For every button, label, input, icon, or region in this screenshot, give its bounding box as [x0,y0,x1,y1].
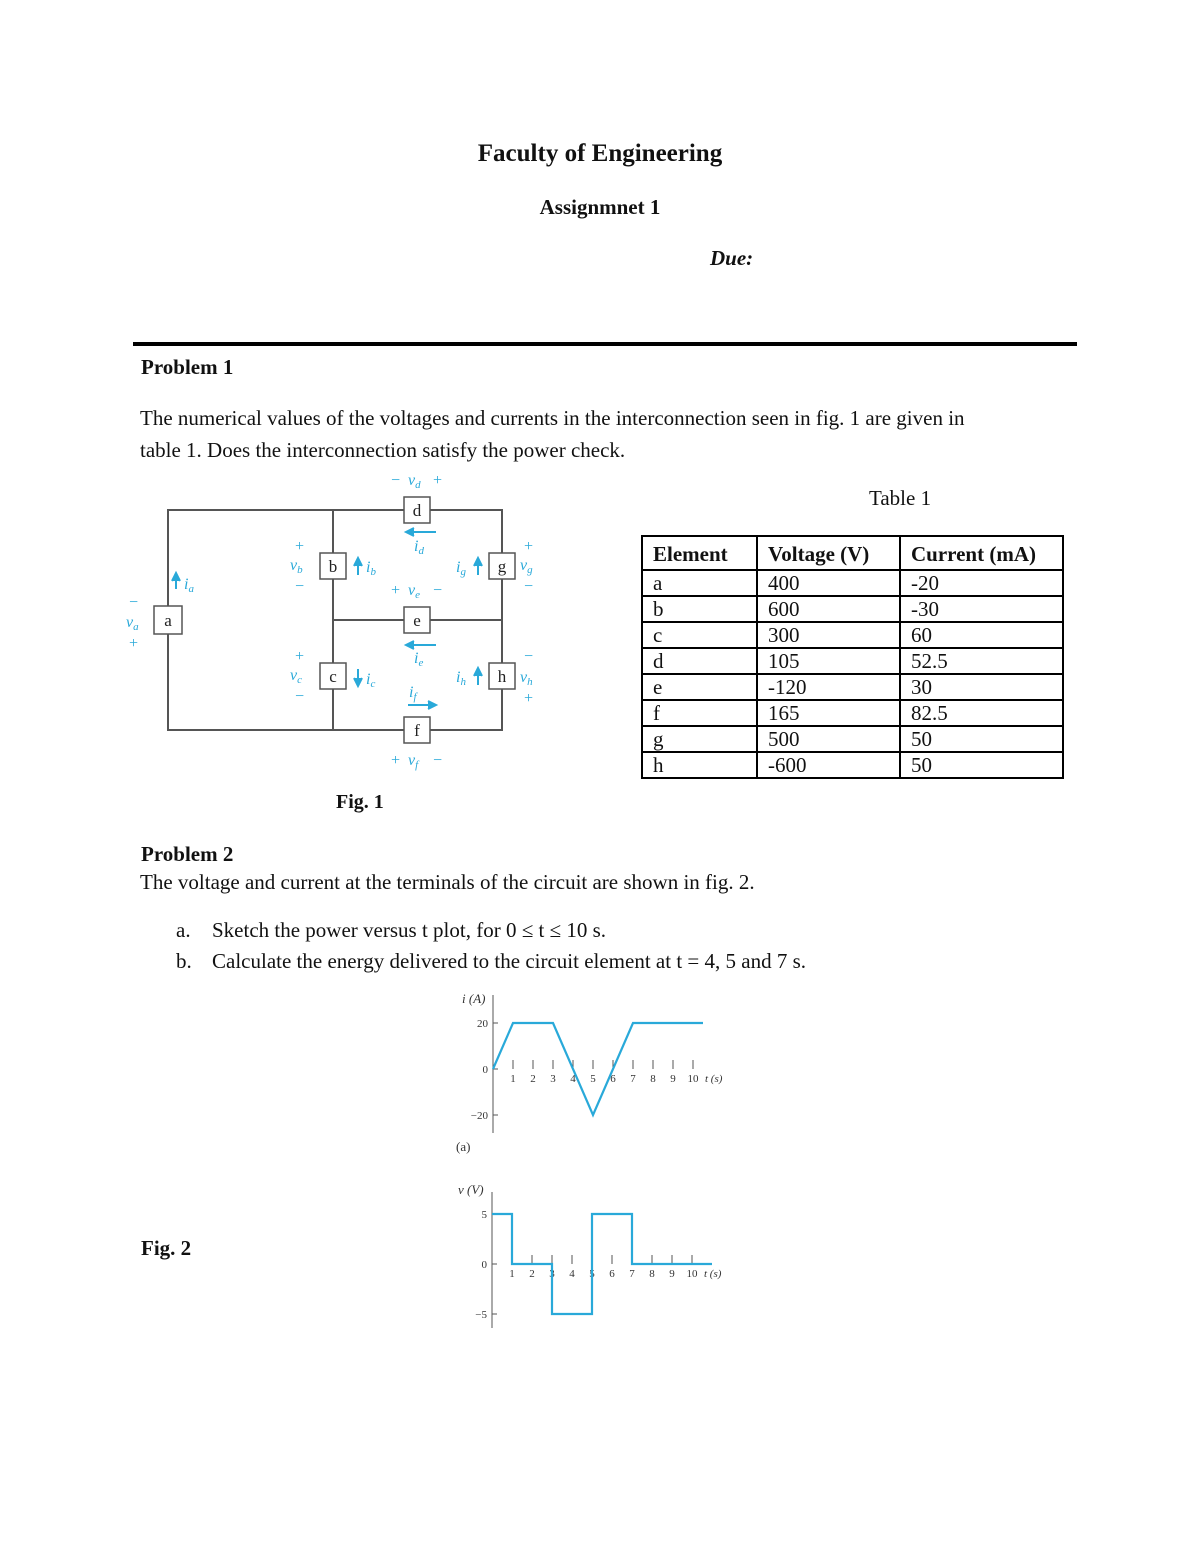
if-label: if [409,684,417,703]
table-cell: 30 [900,674,1063,700]
ih-label: ih [456,669,466,688]
current-chart-x-axis-label: t (s) [705,1073,723,1085]
element-e-label: e [413,611,421,630]
problem2-item-b [176,949,976,977]
va-plus: + [128,635,139,652]
voltage-chart-x-tick-label: 2 [529,1268,535,1280]
vf-label: vf [408,752,419,771]
table-cell: d [642,648,757,674]
values-table [641,535,1064,779]
table-cell: -120 [757,674,900,700]
current-chart-ylabel: i (A) [462,991,486,1006]
vd-plus: + [432,472,443,489]
table-row [642,648,1063,674]
problem1-text-line2: table 1. Does the interconnection satisfy the power check. [140,438,626,462]
table-cell: 300 [757,622,900,648]
voltage-series-line [492,1214,712,1314]
voltage-chart-y-tick-label: −5 [475,1309,487,1321]
table-row [642,700,1063,726]
voltage-chart-y-tick-label: 0 [481,1259,487,1271]
element-b-label: b [328,557,338,576]
table-row [642,596,1063,622]
ih-arrow [474,668,482,685]
table-cell: 50 [900,752,1063,778]
problem1-heading: Problem 1 [141,355,234,379]
voltage-chart-x-tick-label: 1 [509,1268,515,1280]
vb-plus: + [294,538,305,555]
table-cell: 82.5 [900,700,1063,726]
vd-minus: − [390,472,401,489]
current-chart-x-tick-label: 5 [590,1073,596,1085]
voltage-chart-x-tick-label: 7 [629,1268,635,1280]
voltage-chart-y-tick-label: 5 [481,1209,487,1221]
item-b-text: Calculate the energy delivered to the circuit element at t = 4, 5 and 7 s. [212,949,806,973]
table-cell: e [642,674,757,700]
element-g-label: g [497,557,507,576]
table-cell: 60 [900,622,1063,648]
element-f-label: f [414,721,420,740]
problem2-text: The voltage and current at the terminals of the circuit are shown in fig. 2. [140,870,755,894]
table-row [642,752,1063,778]
table-cell: 400 [757,570,900,596]
table-cell: -30 [900,596,1063,622]
vb-label: vb [290,557,303,576]
voltage-chart-x-tick-label: 3 [549,1268,555,1280]
ig-label: ig [456,559,466,578]
circuit-figure [118,465,558,775]
voltage-chart-x-tick-label: 4 [569,1268,575,1280]
table-header-element: Element [642,536,757,570]
problem1-text-line1: The numerical values of the voltages and currents in the interconnection seen in fig. 1 are given in [140,406,965,430]
current-chart-axes [471,995,723,1133]
ig-arrow [474,558,482,575]
vc-plus: + [294,648,305,665]
due-label: Due: [710,246,754,270]
ic-label: ic [366,671,376,690]
voltage-chart-x-tick-label: 10 [686,1268,698,1280]
item-b-label: b. [176,949,192,973]
table-cell: 165 [757,700,900,726]
current-series-line [493,1023,703,1115]
element-a-label: a [164,611,172,630]
fig1-caption: Fig. 1 [336,791,384,813]
ia-arrow [172,573,180,589]
vh-plus: + [523,690,534,707]
current-chart-x-tick-label: 4 [570,1073,576,1085]
current-chart-x-tick-label: 1 [510,1073,516,1085]
vg-minus: − [523,578,534,595]
voltage-chart-x-tick-label: 9 [669,1268,675,1280]
table-cell: 500 [757,726,900,752]
current-chart-x-tick-label: 8 [650,1073,656,1085]
table-cell: g [642,726,757,752]
current-chart-y-tick-label: −20 [470,1110,488,1122]
current-chart-panel-label: (a) [456,1139,471,1154]
voltage-chart-x-axis-label: t (s) [704,1268,722,1280]
problem2-heading: Problem 2 [141,842,234,866]
table-cell: -20 [900,570,1063,596]
vc-label: vc [290,667,302,686]
header-divider [133,342,1077,346]
voltage-chart [440,1178,750,1338]
current-chart-x-tick-label: 6 [610,1073,616,1085]
vh-label: vh [520,669,533,688]
vf-minus: − [432,752,443,769]
circuit-wires [168,510,502,730]
current-chart-y-tick-label: 0 [482,1064,488,1076]
circuit-annotations [126,472,534,771]
table-cell: 50 [900,726,1063,752]
table1-caption: Table 1 [869,486,932,510]
current-chart-x-tick-label: 3 [550,1073,556,1085]
ve-plus: + [390,582,401,599]
vh-minus: − [523,648,534,665]
vf-plus: + [390,752,401,769]
vb-minus: − [294,578,305,595]
table-cell: a [642,570,757,596]
ic-arrow [354,669,362,686]
current-chart-x-tick-label: 10 [687,1073,699,1085]
fig2-caption: Fig. 2 [141,1236,192,1260]
ie-label: ie [414,650,424,669]
element-h-label: h [497,667,507,686]
vd-label: vd [408,472,421,491]
ib-label: ib [366,559,376,578]
ve-label: ve [408,582,420,601]
voltage-chart-x-tick-label: 8 [649,1268,655,1280]
table-cell: -600 [757,752,900,778]
table-row [642,570,1063,596]
table-cell: 105 [757,648,900,674]
table-header-voltage: Voltage (V) [757,536,900,570]
ib-arrow [354,558,362,575]
current-chart-x-tick-label: 7 [630,1073,636,1085]
voltage-chart-x-tick-label: 6 [609,1268,615,1280]
table-row [642,622,1063,648]
id-arrow [406,528,436,536]
table-header-current: Current (mA) [900,536,1063,570]
current-chart-x-tick-label: 9 [670,1073,676,1085]
table-row [642,726,1063,752]
page-title: Faculty of Engineering [477,140,723,167]
va-minus: − [128,594,139,611]
table-row [642,674,1063,700]
vc-minus: − [294,688,305,705]
table-header-row [642,536,1063,570]
voltage-chart-ylabel: v (V) [458,1182,484,1197]
ve-minus: − [432,582,443,599]
voltage-chart-x-tick-label: 5 [589,1268,595,1280]
ie-arrow [406,641,436,649]
element-d-label: d [412,501,422,520]
table-cell: 600 [757,596,900,622]
item-a-label: a. [176,918,191,942]
current-chart-y-tick-label: 20 [477,1018,488,1030]
if-arrow [408,701,436,709]
current-chart-x-tick-label: 2 [530,1073,536,1085]
table-cell: 52.5 [900,648,1063,674]
item-a-text: Sketch the power versus t plot, for 0 ≤ t ≤ 10 s. [212,918,606,942]
table-cell: b [642,596,757,622]
table-cell: f [642,700,757,726]
id-label: id [414,538,424,557]
va-label: va [126,614,139,633]
current-chart [440,985,750,1160]
vg-label: vg [520,557,533,576]
table-cell: c [642,622,757,648]
table-cell: h [642,752,757,778]
vg-plus: + [523,538,534,555]
ia-label: ia [184,576,194,595]
element-c-label: c [329,667,337,686]
problem2-item-a [176,918,976,946]
assignment-subtitle: Assignmnet 1 [539,195,661,219]
